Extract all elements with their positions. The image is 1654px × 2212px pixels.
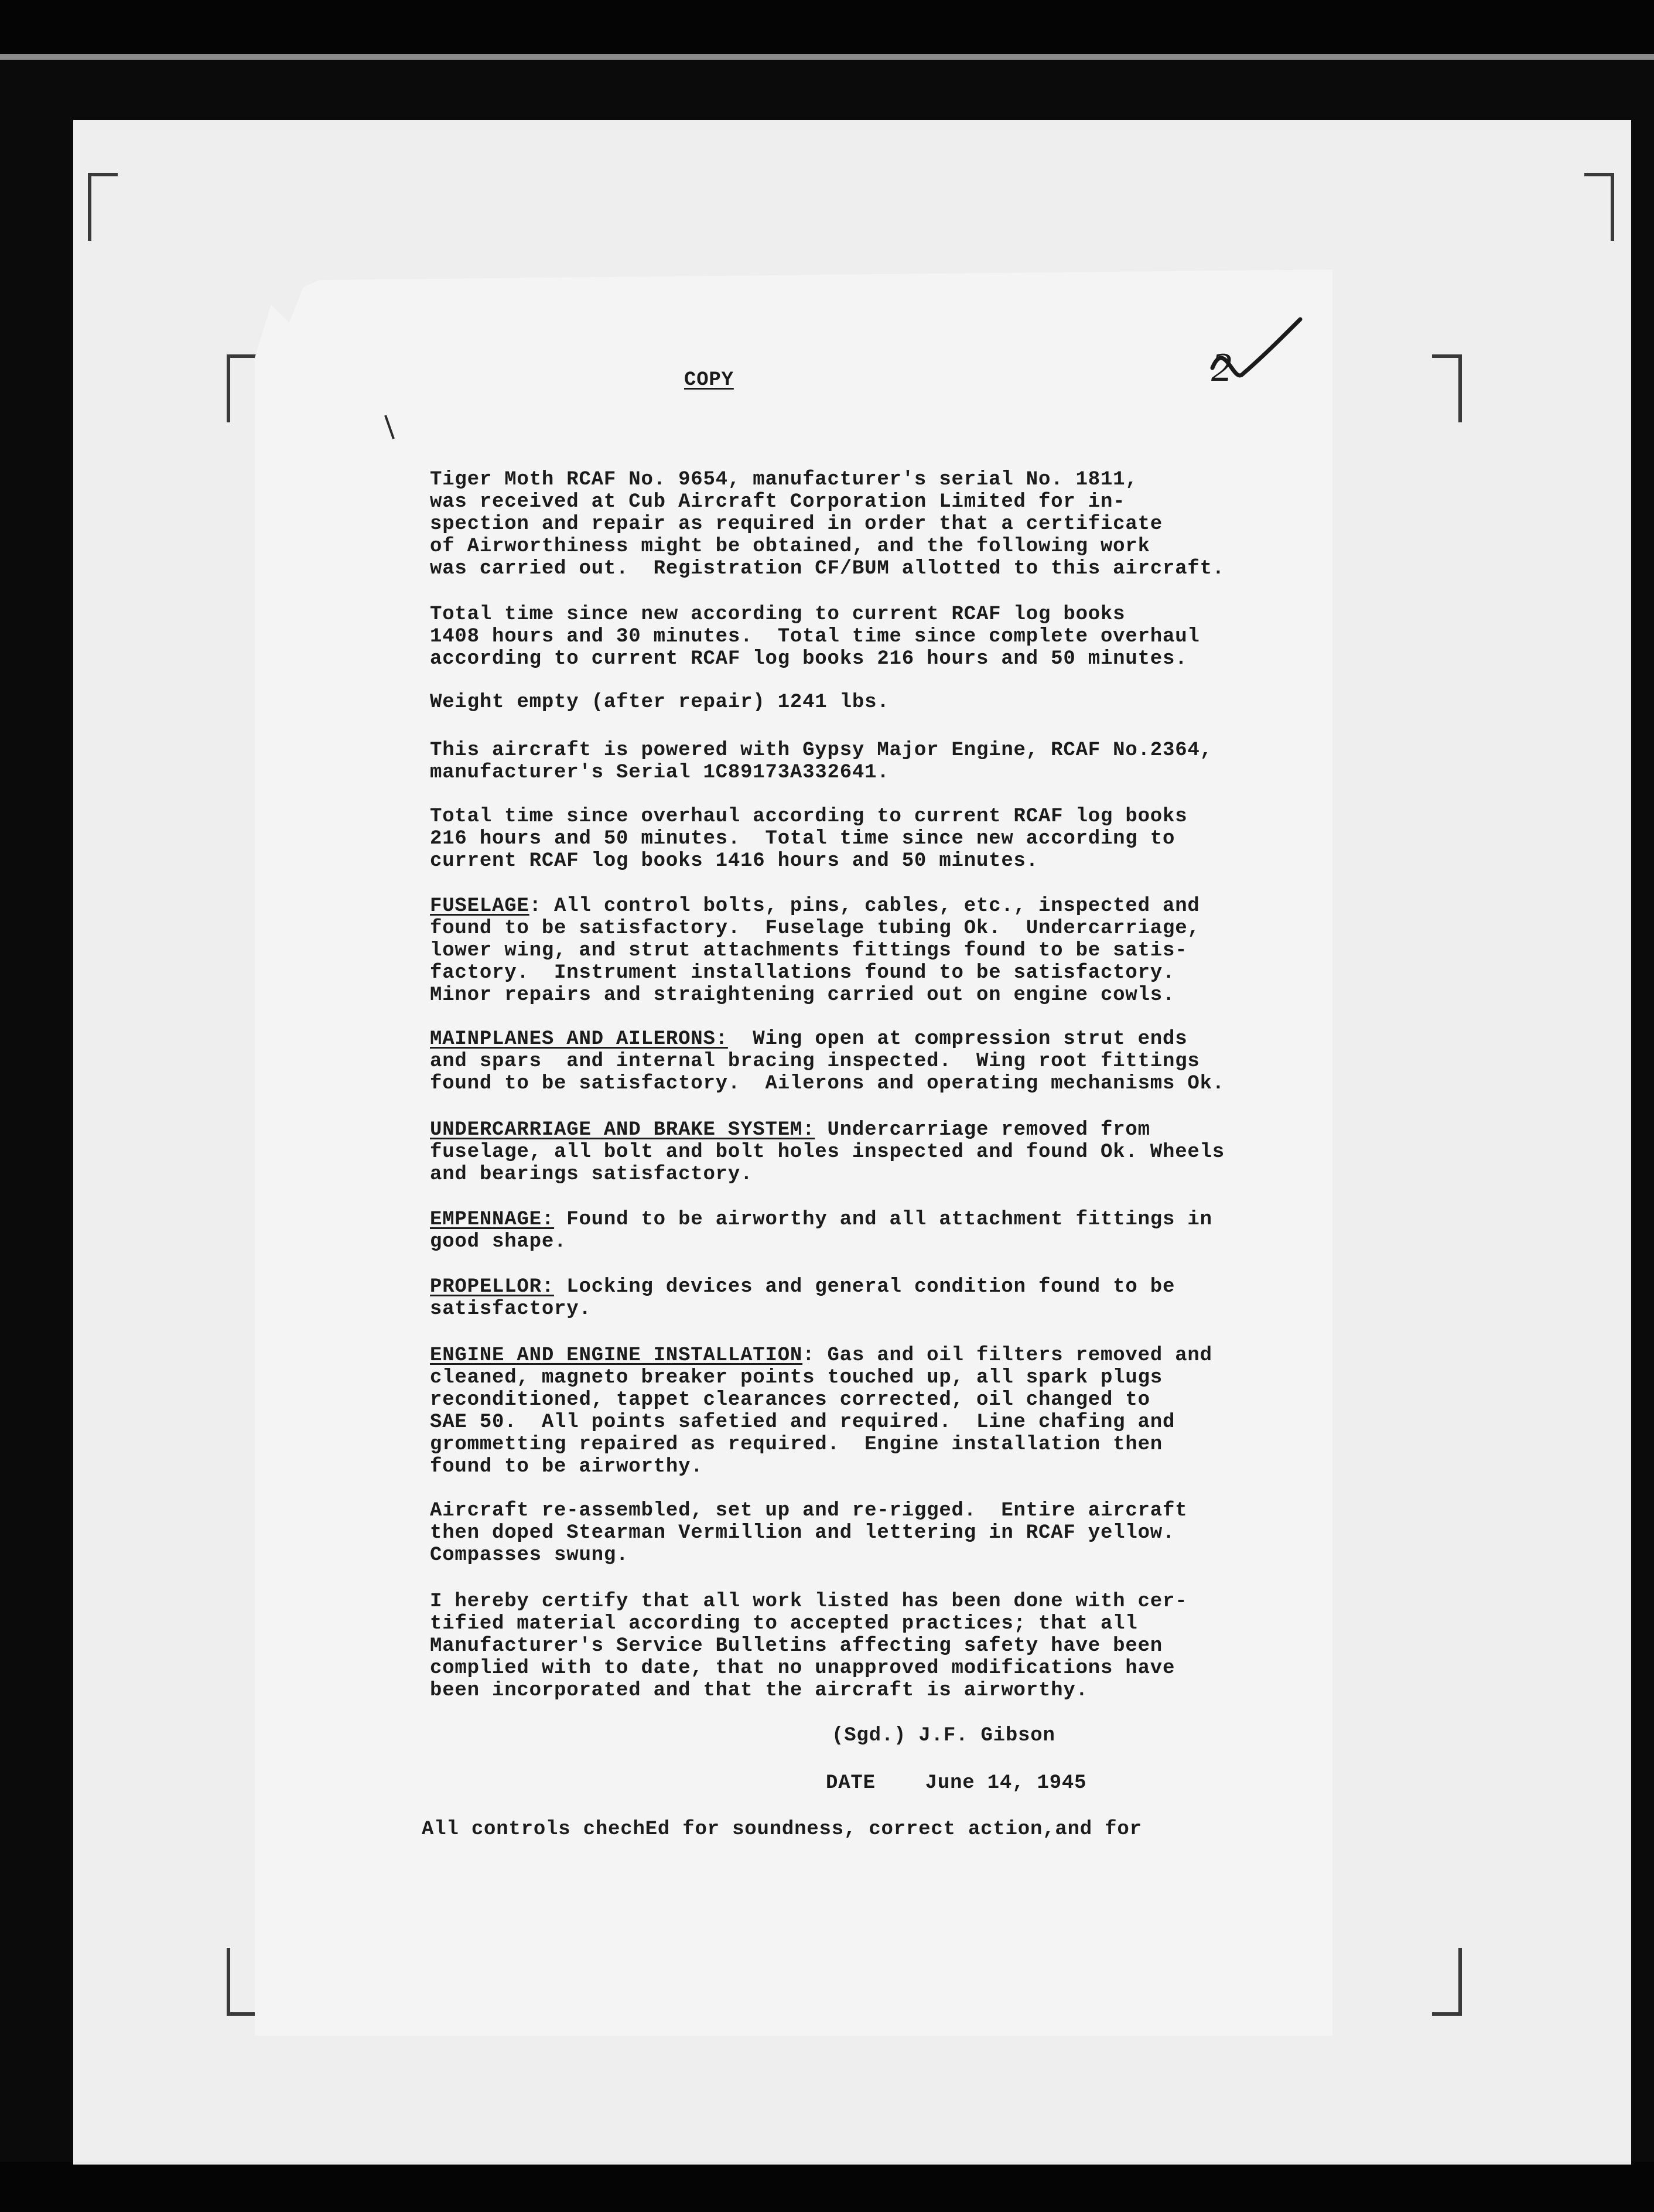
date-line	[826, 1772, 1086, 1794]
section-mainplanes: MAINPLANES AND AILERONS: Wing open at compression strut ends and spars and internal bracing inspected. Wing root fittings found to be satisfactory. Ailerons and operating mechanisms Ok.	[430, 1028, 1225, 1095]
margin-tick-mark	[381, 413, 398, 441]
paragraph-airframe-time: Total time since new according to current RCAF log books 1408 hours and 30 minutes. Total time since complete overhaul according to current RCAF log books 216 hours and 50 minutes.	[430, 603, 1200, 670]
film-edge-line	[0, 54, 1654, 60]
crop-mark-top-left	[88, 173, 118, 241]
crop-mark-inner-bottom-left	[227, 1948, 257, 2016]
paragraph-certification: I hereby certify that all work listed has been done with cer- tified material according to accepted practices; that all Manufacturer's Service Bulletins affecting safety have been complied with to date, that no unapproved modifications have been incorporated and that the aircraft is airworthy.	[430, 1590, 1188, 1702]
crop-mark-inner-bottom-right	[1432, 1948, 1462, 2016]
date-label: DATE	[826, 1772, 876, 1794]
heading-propellor: PROPELLOR:	[430, 1276, 555, 1298]
handwritten-check-mark	[1207, 316, 1306, 392]
signature-line: (Sgd.) J.F. Gibson	[832, 1725, 1055, 1747]
heading-engine-installation: ENGINE AND ENGINE INSTALLATION	[430, 1344, 803, 1367]
crop-mark-inner-top-left	[227, 354, 257, 422]
heading-mainplanes: MAINPLANES AND AILERONS:	[430, 1028, 728, 1050]
heading-undercarriage: UNDERCARRIAGE AND BRAKE SYSTEM:	[430, 1119, 815, 1141]
section-engine-installation: ENGINE AND ENGINE INSTALLATION: Gas and oil filters removed and cleaned, magneto breaker points touched up, all spark plugs reconditioned, tappet clearances corrected, oil changed to SAE 50. All points safetied and required. Line chafing and grommetting repaired as required. Engine installation then found to be airworthy.	[430, 1344, 1212, 1478]
section-propellor: PROPELLOR: Locking devices and general condition found to be satisfactory.	[430, 1276, 1175, 1320]
crop-mark-top-right	[1584, 173, 1614, 241]
crop-mark-inner-top-right	[1432, 354, 1462, 422]
document-title: COPY	[684, 369, 734, 391]
section-empennage: EMPENNAGE: Found to be airworthy and all attachment fittings in good shape.	[430, 1209, 1212, 1253]
section-undercarriage: UNDERCARRIAGE AND BRAKE SYSTEM: Undercarriage removed from fuselage, all bolt and bolt holes inspected and found Ok. Wheels and bearings satisfactory.	[430, 1119, 1225, 1186]
closing-line: All controls chechEd for soundness, correct action,and for	[422, 1818, 1142, 1841]
marginal-note: 2	[1211, 345, 1232, 390]
paragraph-reassembly: Aircraft re-assembled, set up and re-rigged. Entire aircraft then doped Stearman Vermillion and lettering in RCAF yellow. Compasses swung.	[430, 1500, 1188, 1566]
heading-empennage: EMPENNAGE:	[430, 1209, 555, 1231]
section-fuselage: FUSELAGE: All control bolts, pins, cables, etc., inspected and found to be satisfactory. Fuselage tubing Ok. Undercarriage, lower wing, and strut attachments fittings found to be satis- factory. Instrument installations found to be satisfactory. Minor repairs and straightening carried out on engine cowls.	[430, 895, 1200, 1006]
film-top-band	[0, 0, 1654, 54]
film-bottom-band	[0, 2162, 1654, 2212]
paragraph-engine-time: Total time since overhaul according to current RCAF log books 216 hours and 50 minutes. Total time since new according to current RCAF log books 1416 hours and 50 minutes.	[430, 805, 1188, 872]
paragraph-intro: Tiger Moth RCAF No. 9654, manufacturer's serial No. 1811, was received at Cub Aircraft Corporation Limited for in- spection and repair as required in order that a certificate of Airworthiness might be obtained, and the following work was carried out. Registration CF/BUM allotted to this aircraft.	[430, 469, 1225, 580]
paragraph-engine: This aircraft is powered with Gypsy Major Engine, RCAF No.2364, manufacturer's Serial 1C89173A332641.	[430, 739, 1212, 784]
date-value: June 14, 1945	[925, 1772, 1087, 1794]
paragraph-weight: Weight empty (after repair) 1241 lbs.	[430, 691, 890, 714]
heading-fuselage: FUSELAGE	[430, 895, 529, 917]
